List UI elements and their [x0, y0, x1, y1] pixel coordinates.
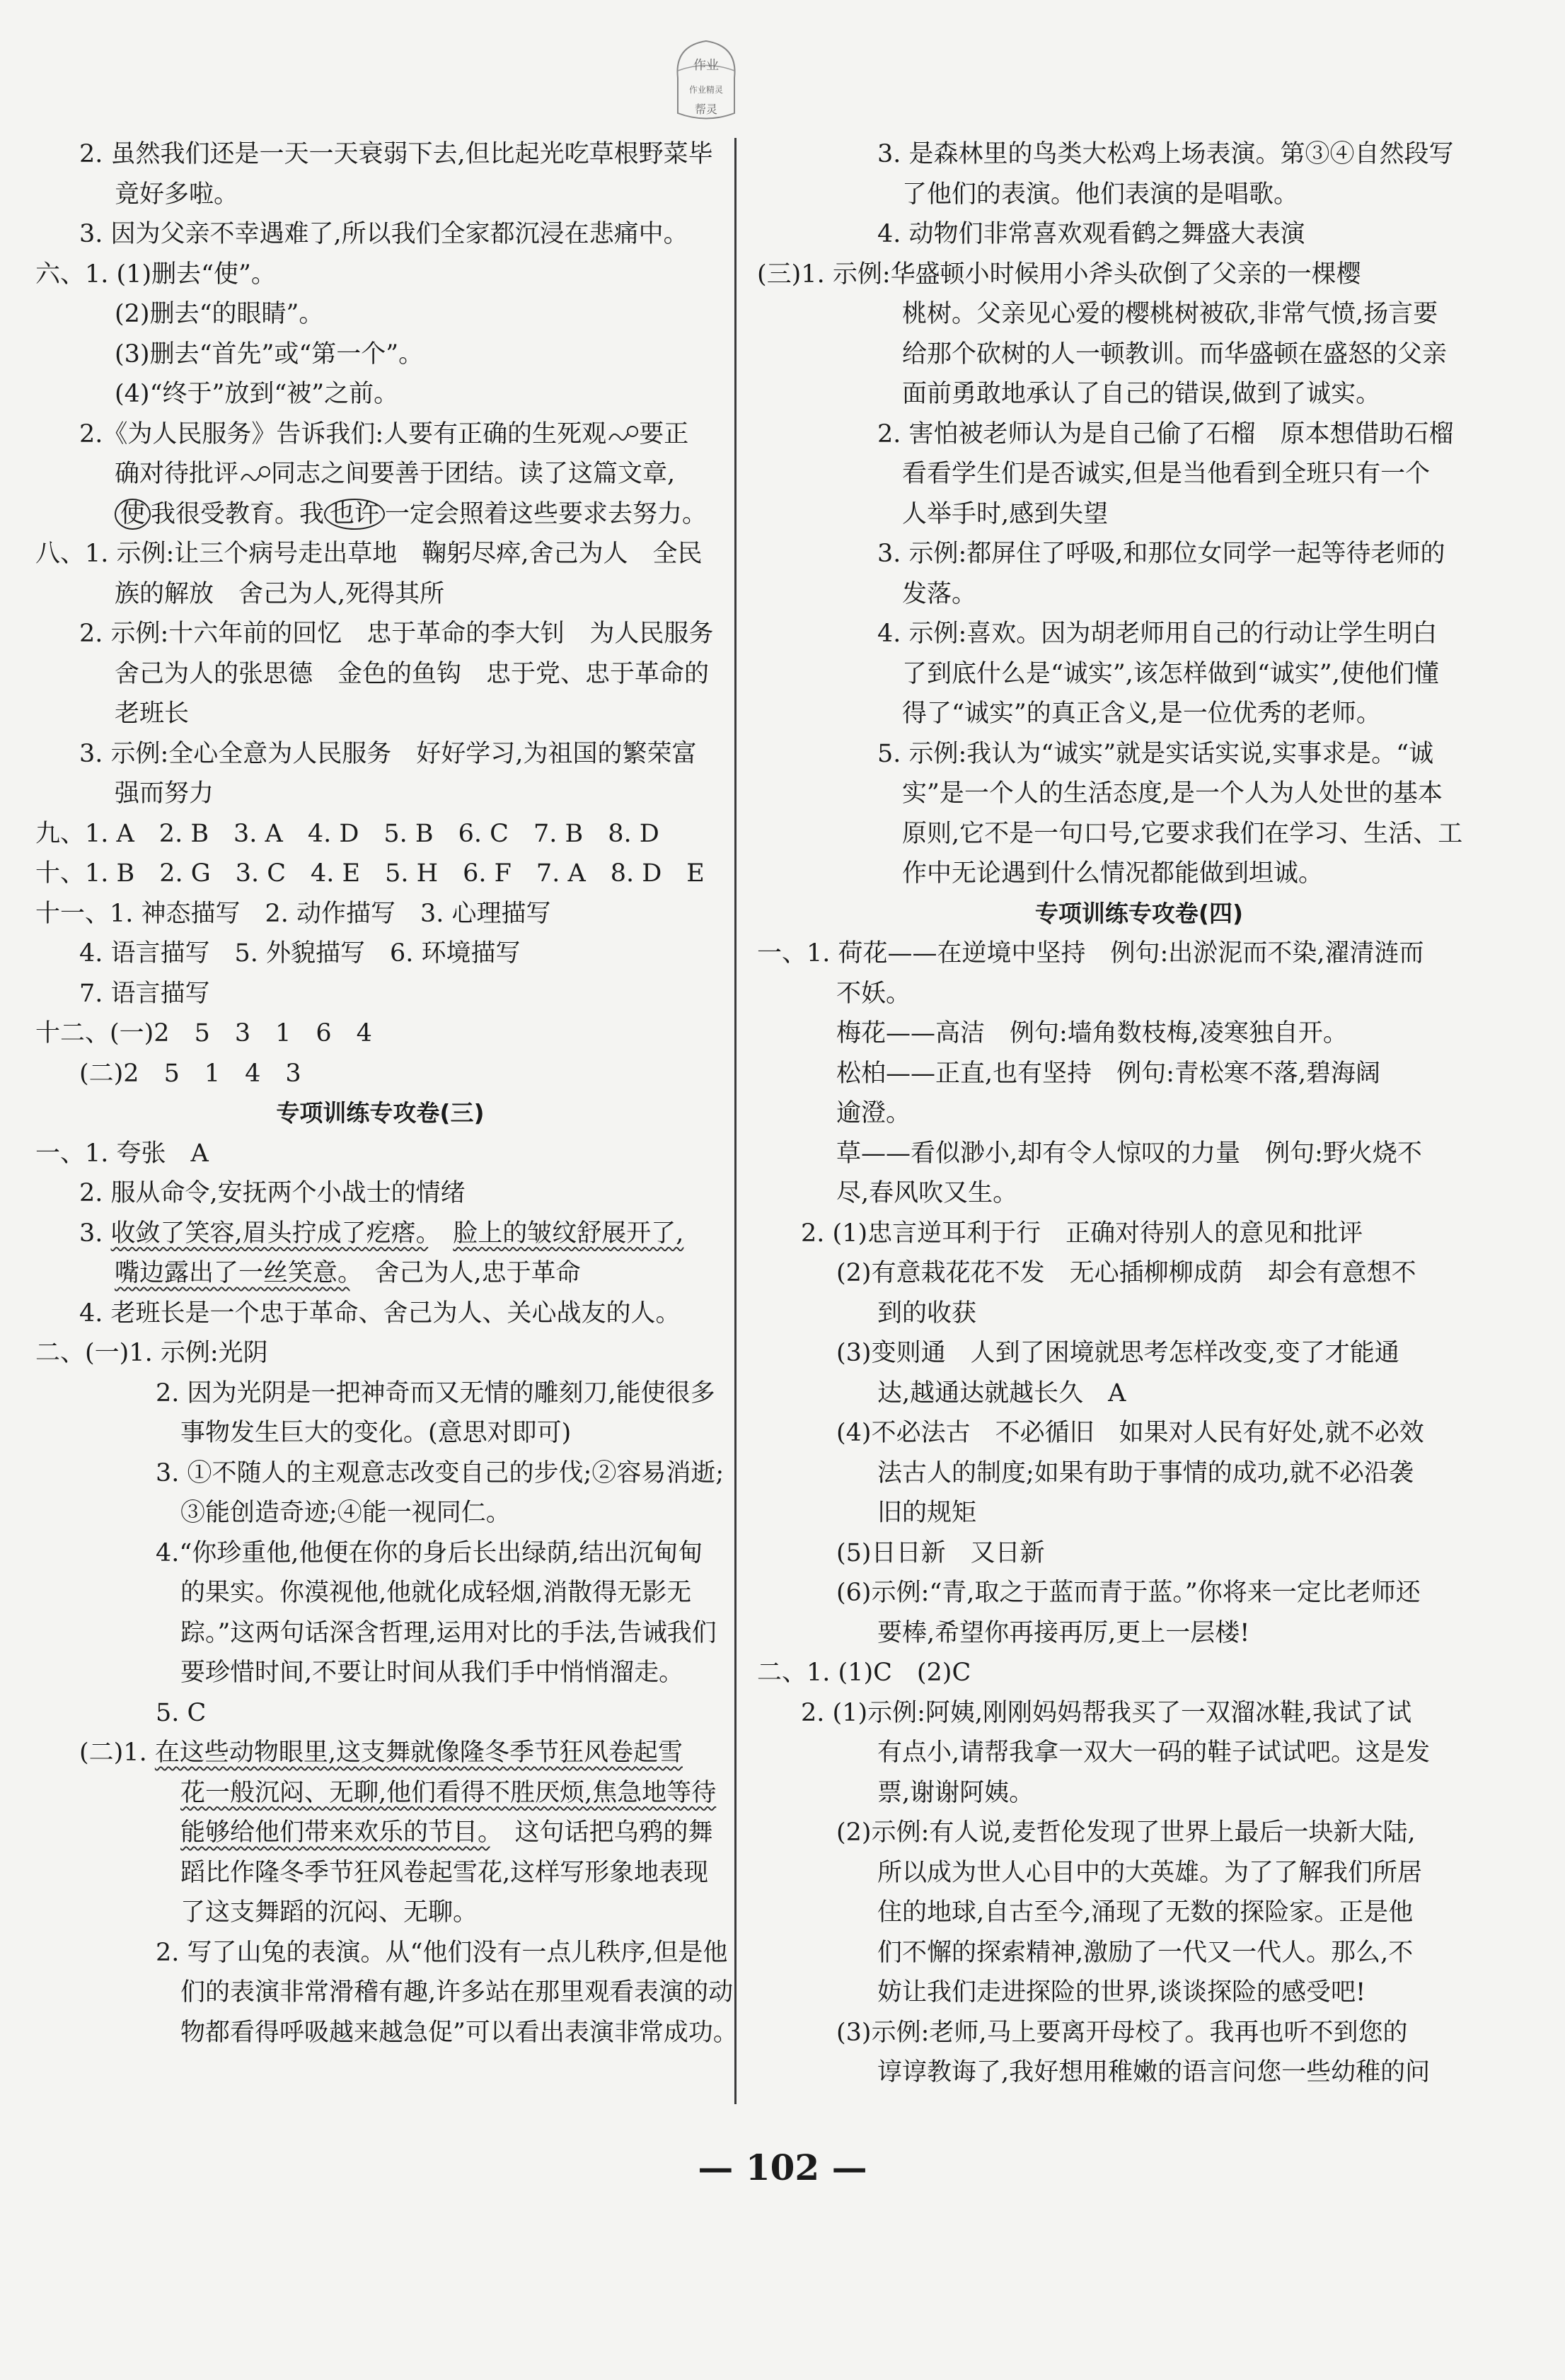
answer-line: [35, 974, 725, 1014]
line-text: 7. 语言描写: [79, 979, 210, 1008]
answer-line: [757, 534, 1521, 574]
answer-line: [757, 1613, 1521, 1654]
line-text: (二)1.: [79, 1738, 155, 1767]
line-text: 3. 因为父亲不幸遇难了,所以我们全家都沉浸在悲痛中。: [79, 220, 688, 248]
answer-line: [35, 374, 725, 414]
answer-line: [35, 1733, 725, 1773]
section-title: [35, 1093, 725, 1134]
answer-line: [35, 1493, 725, 1533]
line-text: (二)2 5 1 4 3: [79, 1059, 301, 1088]
line-text: (5)日日新 又日新: [836, 1538, 1045, 1567]
line-text: 强而努力: [115, 779, 214, 808]
line-text: (4)不必法古 不必循旧 如果对人民有好处,就不必效: [836, 1419, 1424, 1447]
answer-line: [757, 694, 1521, 734]
line-text: 确对待批评: [115, 460, 239, 488]
line-text: 4. 语言描写 5. 外貌描写 6. 环境描写: [79, 939, 521, 968]
line-text: 谆谆教诲了,我好想用稚嫩的语言问您一些幼稚的问: [877, 2058, 1431, 2086]
line-text: 法古人的制度;如果有助于事情的成功,就不必沿袭: [877, 1458, 1414, 1487]
line-text: 八、1. 示例:让三个病号走出草地 鞠躬尽瘁,舍己为人 全民: [35, 540, 703, 568]
answer-line: [35, 1853, 725, 1893]
answer-line: [757, 1214, 1521, 1254]
answer-line: [757, 1933, 1521, 1973]
answer-line: [35, 1693, 725, 1734]
column-divider: [734, 138, 737, 2104]
line-text: 一、1. 夸张 A: [35, 1139, 209, 1168]
line-text: 六、1. (1)删去“使”。: [35, 260, 276, 289]
answer-line: [757, 1134, 1521, 1174]
answer-line: [35, 1573, 725, 1613]
stamp-text-bottom: 帮灵: [694, 103, 717, 116]
answer-line: [757, 574, 1521, 615]
answer-line: [757, 414, 1521, 455]
answer-line: [757, 374, 1521, 414]
wavy-underlined-text: 嘴边露出了一丝笑意。: [115, 1259, 350, 1287]
answer-line: [35, 1653, 725, 1693]
line-text-tail: 同志之间要善于团结。读了这篇文章,: [271, 460, 676, 488]
answer-line: [757, 614, 1521, 654]
line-text: 松柏——正直,也有坚持 例句:青松寒不落,碧海阔: [836, 1059, 1381, 1088]
line-text: 要珍惜时间,不要让时间从我们手中悄悄溜走。: [180, 1659, 684, 1687]
answer-line: [757, 1054, 1521, 1094]
line-text: 4.“你珍重他,他便在你的身后长出绿荫,结出沉甸甸: [156, 1538, 703, 1567]
line-text: (6)示例:“青,取之于蓝而青于蓝。”你将来一定比老师还: [836, 1579, 1421, 1607]
answer-line: [35, 734, 725, 774]
answer-line: [757, 814, 1521, 854]
line-text: 了到底什么是“诚实”,该怎样做到“诚实”,使他们懂: [902, 659, 1439, 688]
line-text: 2.《为人民服务》告诉我们:人要有正确的生死观: [79, 419, 607, 448]
line-text: 了他们的表演。他们表演的是唱歌。: [902, 180, 1299, 209]
answer-line: [757, 974, 1521, 1014]
answer-line: [35, 814, 725, 854]
line-text: 旧的规矩: [877, 1499, 977, 1527]
left-column: [35, 134, 738, 2053]
answer-line: [35, 934, 725, 974]
line-text: 踪。”这两句话深含哲理,运用对比的手法,告诫我们: [180, 1618, 717, 1647]
wavy-underlined-text: 花一般沉闷、无聊,他们看得不胜厌烦,焦急地等待: [180, 1778, 717, 1807]
answer-line: [757, 294, 1521, 335]
line-text: 2. 虽然我们还是一天一天衰弱下去,但比起光吃草根野菜毕: [79, 140, 713, 168]
answer-line: [757, 255, 1521, 295]
line-text: 一、1. 荷花——在逆境中坚持 例句:出淤泥而不染,濯清涟而: [757, 939, 1424, 968]
line-text: 2. 害怕被老师认为是自己偷了石榴 原本想借助石榴: [877, 419, 1454, 448]
answer-line: [35, 1294, 725, 1334]
answer-line: [757, 654, 1521, 695]
line-text: 有点小,请帮我拿一双大一码的鞋子试试吧。这是发: [877, 1738, 1431, 1767]
line-text: 到的收获: [877, 1299, 977, 1328]
line-text: 蹈比作隆冬季节狂风卷起雪花,这样写形象地表现: [180, 1858, 709, 1887]
line-text: 2. (1)忠言逆耳利于行 正确对待别人的意见和批评: [801, 1219, 1363, 1248]
answer-line: [757, 1294, 1521, 1334]
answer-line: [35, 175, 725, 215]
line-text: 得了“诚实”的真正含义,是一位优秀的老师。: [902, 700, 1381, 728]
line-text-tail: 要正: [639, 419, 689, 448]
section-title: [757, 894, 1521, 934]
line-text: (三)1. 示例:华盛顿小时候用小斧头砍倒了父亲的一棵樱: [757, 260, 1361, 289]
wavy-underlined-text: 收敛了笑容,眉头拧成了疙瘩。: [110, 1219, 429, 1248]
line-text: (2)删去“的眼睛”。: [115, 300, 324, 328]
line-text: 3. 是森林里的鸟类大松鸡上场表演。第③④自然段写: [877, 140, 1454, 168]
answer-line: [757, 1773, 1521, 1813]
answer-line: [35, 1333, 725, 1374]
answer-line: [757, 1733, 1521, 1773]
answer-line: [757, 1253, 1521, 1294]
line-text: 2. 因为光阴是一把神奇而又无情的雕刻刀,能使很多: [156, 1378, 715, 1407]
answer-line: [35, 335, 725, 375]
line-text: 2. (1)示例:阿姨,刚刚妈妈帮我买了一双溜冰鞋,我试了试: [801, 1698, 1412, 1727]
line-text: 们的表演非常滑稽有趣,许多站在那里观看表演的动: [180, 1978, 734, 2007]
line-text-middle: 我很受教育。我: [151, 499, 325, 528]
answer-line: [35, 1933, 728, 1973]
line-text-tail: 这句话把乌鸦的舞: [490, 1818, 713, 1847]
answer-line: [757, 1693, 1521, 1734]
answer-line: [35, 294, 725, 335]
wavy-underlined-text: 能够给他们带来欢乐的节目。: [180, 1818, 490, 1847]
line-text: 票,谢谢阿姨。: [877, 1778, 1034, 1807]
answer-line: [757, 1893, 1521, 1933]
line-text: (3)变则通 人到了困境就思考怎样改变,变了才能通: [836, 1339, 1399, 1367]
answer-line: [757, 734, 1521, 774]
line-text: 专项训练专攻卷(三): [276, 1099, 485, 1127]
circled-word: 使: [115, 499, 151, 530]
line-text: (3)删去“首先”或“第一个”。: [115, 339, 424, 368]
answer-line: [757, 1533, 1521, 1574]
answer-line: [35, 454, 725, 494]
line-text: 3. 示例:都屏住了呼吸,和那位女同学一起等待老师的: [877, 540, 1445, 568]
line-text: 老班长: [115, 700, 190, 728]
line-text: 妨让我们走进探险的世界,谈谈探险的感受吧!: [877, 1978, 1366, 2007]
answer-line: [35, 654, 725, 695]
answer-line: [757, 934, 1521, 974]
answer-line: [35, 1893, 725, 1933]
line-text: ③能创造奇迹;④能一视同仁。: [180, 1499, 511, 1527]
line-text: 族的解放 舍己为人,死得其所: [115, 579, 445, 608]
line-text: 实”是一个人的生活态度,是一个人为人处世的基本: [902, 779, 1443, 808]
answer-line: [757, 854, 1521, 894]
answer-line: [35, 1214, 725, 1254]
line-text: 住的地球,自古至今,涌现了无数的探险家。正是他: [877, 1898, 1414, 1927]
line-text: 十二、(一)2 5 3 1 6 4: [35, 1019, 372, 1047]
line-text: 梅花——高洁 例句:墙角数枝梅,凌寒独自开。: [836, 1019, 1348, 1047]
line-text-tail: 舍己为人,忠于革命: [350, 1259, 581, 1287]
line-text: 看看学生们是否诚实,但是当他看到全班只有一个: [902, 460, 1431, 488]
line-text: (3)示例:老师,马上要离开母校了。我再也听不到您的: [836, 2018, 1408, 2047]
line-text: 3. 示例:全心全意为人民服务 好好学习,为祖国的繁荣富: [79, 739, 697, 768]
line-text: 5. 示例:我认为“诚实”就是实话实说,实事求是。“诚: [877, 739, 1434, 768]
line-text: 达,越通达就越长久 A: [877, 1378, 1126, 1407]
answer-line: [757, 2013, 1521, 2053]
wavy-underlined-text: 在这些动物眼里,这支舞就像隆冬季节狂风卷起雪: [154, 1738, 683, 1767]
answer-line: [757, 1453, 1521, 1494]
correction-mark-icon: [238, 465, 271, 486]
line-text: 桃树。父亲见心爱的樱桃树被砍,非常气愤,扬言要: [902, 300, 1438, 328]
line-text: 发落。: [902, 579, 977, 608]
answer-line: [35, 1014, 725, 1054]
line-text: 4. 老班长是一个忠于革命、舍己为人、关心战友的人。: [79, 1299, 681, 1328]
line-text: 2. 服从命令,安抚两个小战士的情绪: [79, 1179, 466, 1207]
answer-line: [757, 1653, 1521, 1693]
line-text: (2)示例:有人说,麦哲伦发现了世界上最后一块新大陆,: [836, 1818, 1416, 1847]
line-text: 4. 动物们非常喜欢观看鹤之舞盛大表演: [877, 220, 1305, 248]
answer-line: [35, 1253, 725, 1294]
answer-line: [35, 614, 725, 654]
line-text: 草——看似渺小,却有令人惊叹的力量 例句:野火烧不: [836, 1139, 1422, 1168]
answer-line: [757, 1333, 1521, 1374]
answer-line: [757, 134, 1521, 175]
line-text: 2. 示例:十六年前的回忆 忠于革命的李大钊 为人民服务: [79, 620, 714, 648]
line-text: 物都看得呼吸越来越急促”可以看出表演非常成功。: [180, 2018, 738, 2047]
line-text: 九、1. A 2. B 3. A 4. D 5. B 6. C 7. B 8. D: [35, 819, 659, 848]
line-text: 3.: [79, 1219, 111, 1248]
answer-line: [757, 454, 1521, 494]
answer-line: [35, 1453, 725, 1494]
line-text: 面前勇敢地承认了自己的错误,做到了诚实。: [902, 380, 1381, 408]
answer-line: [757, 2053, 1521, 2093]
answer-line: [35, 2013, 738, 2053]
line-text: 所以成为世人心目中的大英雄。为了了解我们所居: [877, 1858, 1423, 1887]
answer-line: [757, 1813, 1521, 1853]
answer-line: [757, 214, 1521, 255]
answer-line: [35, 1374, 725, 1414]
line-text: 十一、1. 神态描写 2. 动作描写 3. 心理描写: [35, 899, 551, 928]
answer-line: [35, 774, 725, 814]
answer-line: [35, 414, 725, 455]
answer-line: [35, 1173, 725, 1214]
answer-line: [757, 175, 1521, 215]
line-text: 二、(一)1. 示例:光阴: [35, 1339, 268, 1367]
answer-line: [35, 1773, 725, 1813]
line-text: 舍己为人的张思德 金色的鱼钩 忠于党、忠于革命的: [115, 659, 710, 688]
answer-line: [35, 1134, 725, 1174]
line-text: 2. 写了山兔的表演。从“他们没有一点儿秩序,但是他: [156, 1938, 728, 1967]
answer-line: [757, 494, 1521, 535]
homework-stamp-logo: [657, 28, 756, 134]
line-text: 作中无论遇到什么情况都能做到坦诚。: [902, 859, 1324, 888]
line-text: 专项训练专攻卷(四): [1034, 899, 1244, 927]
answer-line: [35, 134, 725, 175]
circled-word: 也许: [324, 499, 385, 530]
line-text: 十、1. B 2. G 3. C 4. E 5. H 6. F 7. A 8. D E: [35, 859, 705, 888]
answer-line: [35, 854, 725, 894]
line-text: 5. C: [156, 1698, 207, 1727]
answer-line: [757, 1853, 1521, 1893]
right-column: [757, 134, 1521, 2093]
answer-line: [35, 534, 725, 574]
answer-line: [35, 494, 725, 535]
line-text: 4. 示例:喜欢。因为胡老师用自己的行动让学生明白: [877, 620, 1438, 648]
line-text: 人举手时,感到失望: [902, 499, 1109, 528]
line-text: 给那个砍树的人一顿教训。而华盛顿在盛怒的父亲: [902, 339, 1448, 368]
answer-line: [35, 214, 725, 255]
answer-line: [757, 1493, 1521, 1533]
line-text: 原则,它不是一句口号,它要求我们在学习、生活、工: [902, 819, 1463, 848]
answer-line: [35, 255, 725, 295]
page-number: — 102 —: [698, 2147, 867, 2188]
answer-line: [757, 1014, 1521, 1054]
line-text: 事物发生巨大的变化。(意思对即可): [180, 1419, 572, 1447]
line-text: 尽,春风吹又生。: [836, 1179, 1018, 1207]
line-text: 要棒,希望你再接再厉,更上一层楼!: [877, 1618, 1250, 1647]
answer-line: [35, 1533, 725, 1574]
answer-line: [35, 894, 725, 934]
line-text: 不妖。: [836, 979, 911, 1008]
line-text-middle: [428, 1219, 453, 1248]
line-text: 3. ①不随人的主观意志改变自己的步伐;②容易消逝;: [156, 1458, 724, 1487]
line-text: 们不懈的探索精神,激励了一代又一代人。那么,不: [877, 1938, 1414, 1967]
answer-line: [35, 1613, 725, 1654]
answer-line: [35, 1973, 734, 2013]
line-text: 逾澄。: [836, 1099, 911, 1127]
line-text: 竟好多啦。: [115, 180, 239, 209]
answer-line: [35, 1413, 725, 1453]
answer-line: [757, 774, 1521, 814]
stamp-text-middle: 作业精灵: [688, 85, 723, 95]
answer-line: [35, 1054, 725, 1094]
answer-line: [757, 1374, 1521, 1414]
answer-line: [757, 1093, 1521, 1134]
wavy-underlined-text: 脸上的皱纹舒展开了,: [453, 1219, 684, 1248]
answer-line: [757, 335, 1521, 375]
answer-line: [757, 1973, 1521, 2013]
answer-line: [757, 1173, 1521, 1214]
line-text: (2)有意栽花花不发 无心插柳柳成荫 却会有意想不: [836, 1259, 1416, 1287]
answer-line: [35, 574, 725, 615]
line-text: 二、1. (1)C (2)C: [757, 1659, 971, 1687]
stamp-text-top: 作业: [693, 58, 719, 73]
correction-mark-icon: [606, 424, 639, 446]
answer-line: [757, 1413, 1521, 1453]
line-text: (4)“终于”放到“被”之前。: [115, 380, 399, 408]
line-text: 的果实。你漠视他,他就化成轻烟,消散得无影无: [180, 1579, 692, 1607]
answer-line: [757, 1573, 1521, 1613]
line-text-tail: 一定会照着这些要求去努力。: [385, 499, 708, 528]
line-text: 了这支舞蹈的沉闷、无聊。: [180, 1898, 478, 1927]
answer-line: [35, 1813, 725, 1853]
answer-line: [35, 694, 725, 734]
